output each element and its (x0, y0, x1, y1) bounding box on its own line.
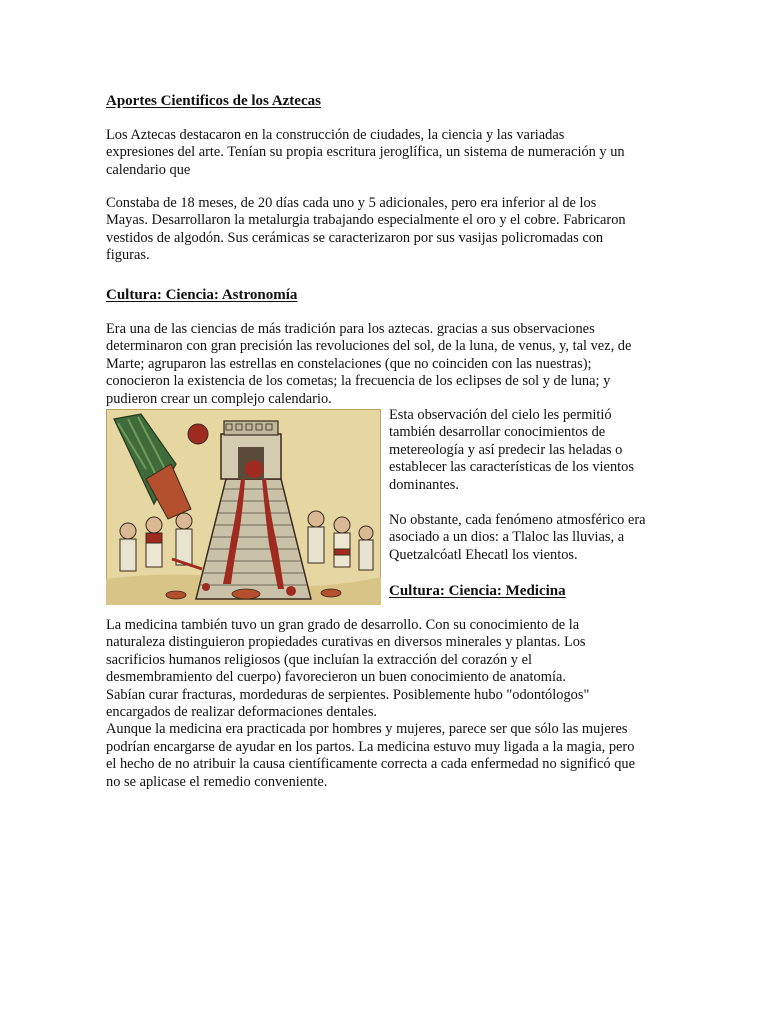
text-line: también desarrollar conocimientos de (389, 424, 606, 441)
text-line: Aunque la medicina era practicada por hombres y mujeres, parece ser que sólo las mujeres (106, 721, 628, 738)
text-line: figuras. (106, 247, 150, 264)
aportes-paragraph-1 (106, 127, 625, 179)
text-line: encargados de realizar deformaciones dentales. (106, 704, 378, 721)
astronomia-paragraph-2 (389, 407, 634, 494)
medicina-heading: Cultura: Ciencia: Medicina (389, 583, 566, 599)
text-line: Constaba de 18 meses, de 20 días cada uno y 5 adicionales, pero era inferior al de los (106, 195, 597, 211)
text-line: vestidos de algodón. Sus cerámicas se caracterizaron por sus vasijas policromadas con (106, 229, 604, 246)
text-line: expresiones del arte. Tenían su propia escritura jeroglífica, un sistema de numeración y un (106, 144, 625, 161)
text-line: determinaron con gran precisión las revoluciones del sol, de la luna, de venus, y, tal vez, de (106, 338, 632, 355)
text-line: Marte; agruparon las estrellas en constelaciones (que no coinciden con las nuestras); (106, 355, 592, 372)
text-line: el hecho de no atribuir la causa científicamente correcta a cada enfermedad no significó que (106, 756, 635, 773)
text-line: Sabían curar fracturas, mordeduras de serpientes. Posiblemente hubo "odontólogos" (106, 686, 590, 703)
text-line: Los Aztecas destacaron en la construcción de ciudades, la ciencia y las variadas (106, 127, 565, 143)
text-line: dominantes. (389, 476, 459, 493)
text-line: Quetzalcóatl Ehecatl los vientos. (389, 546, 578, 563)
text-line: La medicina también tuvo un gran grado de desarrollo. Con su conocimiento de la (106, 617, 580, 633)
aztec-codex-image (106, 409, 381, 605)
text-line: establecer las características de los vientos (389, 459, 634, 476)
astronomia-heading: Cultura: Ciencia: Astronomía (106, 287, 298, 303)
astronomia-paragraph-3 (389, 512, 646, 564)
text-line: no se aplicase el remedio conveniente. (106, 773, 328, 790)
aportes-paragraph-2 (106, 195, 626, 265)
text-line: pudieron crear un complejo calendario. (106, 390, 332, 407)
text-line: sacrificios humanos religiosos (que incluían la extracción del corazón y el (106, 651, 532, 668)
page-title: Aportes Cientificos de los Aztecas (106, 93, 321, 109)
text-line: calendario que (106, 161, 191, 178)
text-line: asociado a un dios: a Tlaloc las lluvias, a (389, 529, 625, 546)
medicina-paragraph (106, 617, 635, 791)
text-line: metereología y así predecir las heladas o (389, 441, 623, 458)
text-line: conocieron la existencia de los cometas; la frecuencia de los eclipses de sol y de luna; y (106, 373, 611, 390)
text-line: naturaleza distinguieron propiedades curativas en diversos minerales y plantas. Los (106, 634, 586, 651)
text-line: desmembramiento del cuerpo) favorecieron un buen conocimiento de anatomía. (106, 669, 566, 686)
text-line: Era una de las ciencias de más tradición para los aztecas. gracias a sus observaciones (106, 321, 595, 337)
text-line: podrían encargarse de ayudar en los partos. La medicina estuvo muy ligada a la magia, pero (106, 738, 635, 755)
text-line: Esta observación del cielo les permitió (389, 407, 612, 423)
astronomia-paragraph-1 (106, 321, 631, 408)
text-line: Mayas. Desarrollaron la metalurgia trabajando especialmente el oro y el cobre. Fabricaron (106, 212, 626, 229)
text-line: No obstante, cada fenómeno atmosférico era (389, 512, 646, 528)
